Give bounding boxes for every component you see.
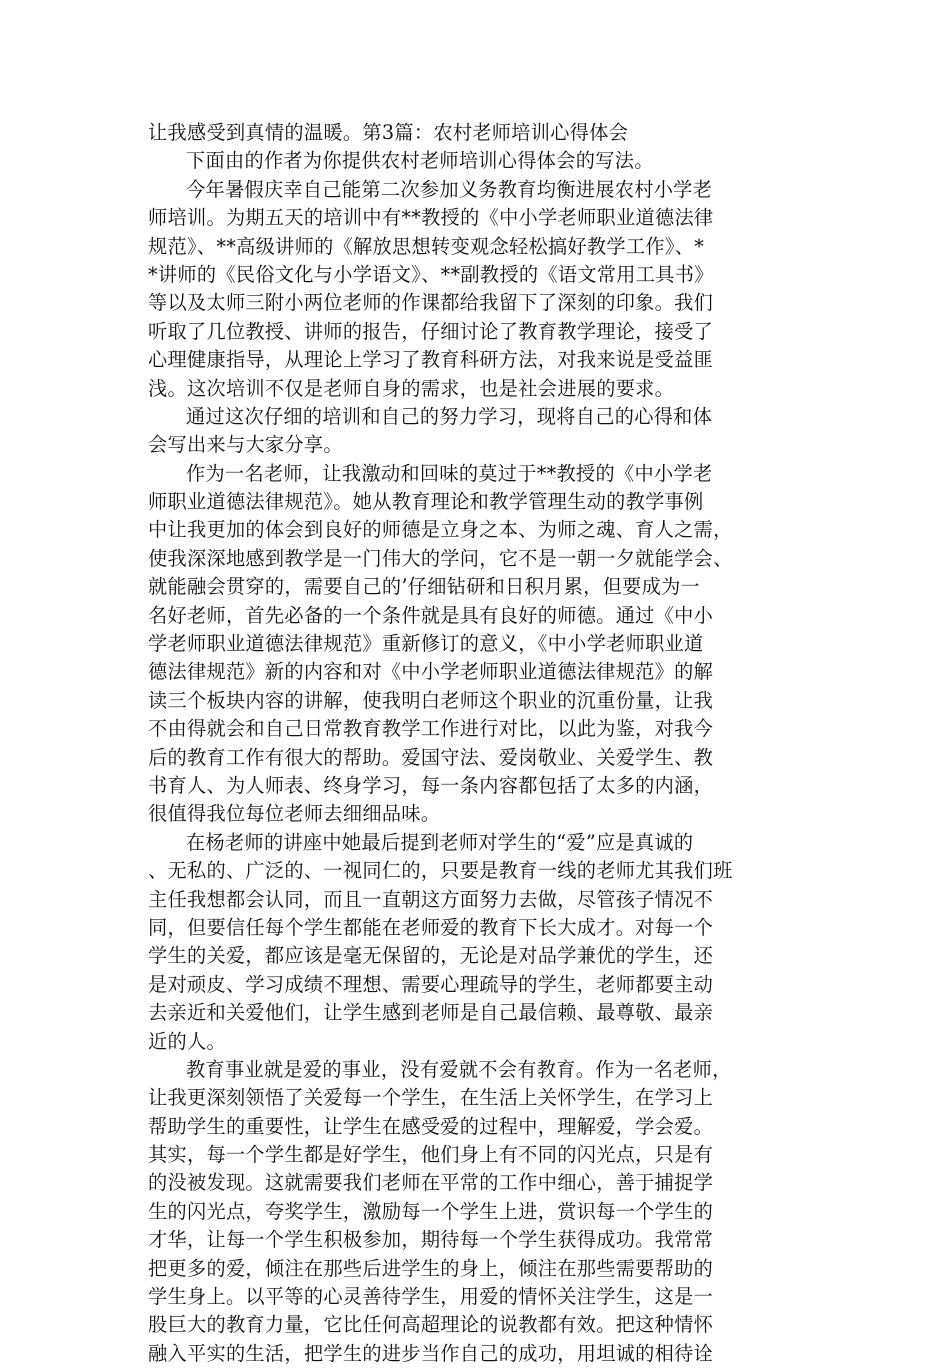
text-line: 学生的关爱，都应该是毫无保留的，无论是对品学兼优的学生，还 — [148, 944, 714, 968]
text-line: 的没被发现。这就需要我们老师在平常的工作中细心，善于捕捉学 — [148, 1171, 714, 1195]
text-line: 把更多的爱，倾注在那些后进学生的身上，倾注在那些需要帮助的 — [148, 1256, 714, 1280]
text-line: 是对顽皮、学习成绩不理想、需要心理疏导的学生，老师都要主动 — [148, 972, 714, 996]
text-line: 去亲近和关爱他们，让学生感到老师是自己最信赖、最尊敬、最亲 — [148, 1001, 714, 1025]
text-line: 师培训。为期五天的培训中有**教授的《中小学老师职业道德法律 — [148, 206, 714, 230]
text-line: 帮助学生的重要性，让学生在感受爱的过程中，理解爱，学会爱。 — [148, 1114, 714, 1138]
text-line: 股巨大的教育力量，它比任何高超理论的说教都有效。把这种情怀 — [148, 1313, 714, 1337]
text-line: 读三个板块内容的讲解，使我明白老师这个职业的沉重份量，让我 — [148, 688, 714, 712]
text-line: 通过这次仔细的培训和自己的努力学习，现将自己的心得和体 — [186, 404, 713, 428]
text-line: 学生身上。以平等的心灵善待学生，用爱的情怀关注学生，这是一 — [148, 1285, 714, 1309]
text-line: 使我深深地感到教学是一门伟大的学问，它不是一朝一夕就能学会、 — [148, 546, 733, 570]
text-line: 、无私的、广泛的、一视同仁的，只要是教育一线的老师尤其我们班 — [148, 859, 733, 883]
text-line: 书育人、为人师表、终身学习，每一条内容都包括了太多的内涵， — [148, 773, 714, 797]
text-line: 规范》、**高级讲师的《解放思想转变观念轻松搞好教学工作》、* — [148, 234, 705, 258]
text-line: 学老师职业道德法律规范》重新修订的意义，《中小学老师职业道 — [148, 632, 704, 656]
text-line: 今年暑假庆幸自己能第二次参加义务教育均衡进展农村小学老 — [186, 177, 713, 201]
text-line: 其实，每一个学生都是好学生，他们身上有不同的闪光点，只是有 — [148, 1143, 714, 1167]
text-line: 生的闪光点，夸奖学生，激励每一个学生上进，赏识每一个学生的 — [148, 1199, 714, 1223]
text-line: 后的教育工作有很大的帮助。爱国守法、爱岗敬业、关爱学生、教 — [148, 745, 714, 769]
text-line: 同，但要信任每个学生都能在老师爱的教育下长大成才。对每一个 — [148, 915, 714, 939]
text-line: 下面由的作者为你提供农村老师培训心得体会的写法。 — [186, 149, 654, 173]
text-line: 中让我更加的体会到良好的师德是立身之本、为师之魂、育人之需， — [148, 518, 733, 542]
text-line: 让我更深刻领悟了关爱每一个学生，在生活上关怀学生，在学习上 — [148, 1086, 714, 1110]
text-line: 很值得我位每位老师去细细品味。 — [148, 802, 441, 826]
text-line: 在杨老师的讲座中她最后提到老师对学生的“爱”应是真诚的 — [186, 830, 694, 854]
text-line: 让我感受到真情的温暖。第3篇：农村老师培训心得体会 — [148, 121, 629, 144]
text-line: 近的人。 — [148, 1029, 226, 1053]
text-line: 作为一名老师，让我激动和回味的莫过于**教授的《中小学老 — [186, 461, 713, 485]
text-line: 才华，让每一个学生积极参加，期待每一个学生获得成功。我常常 — [148, 1228, 714, 1252]
text-line: 融入平实的生活，把学生的进步当作自己的成功，用坦诚的相待诠 — [148, 1341, 714, 1365]
text-line: 会写出来与大家分享。 — [148, 433, 343, 457]
text-line: 就能融会贯穿的，需要自己的’仔细钻研和日积月累，但要成为一 — [148, 575, 701, 599]
text-line: 等以及太师三附小两位老师的作课都给我留下了深刻的印象。我们 — [148, 291, 714, 315]
text-line: 心理健康指导，从理论上学习了教育科研方法，对我来说是受益匪 — [148, 348, 714, 372]
text-line: 教育事业就是爱的事业，没有爱就不会有教育。作为一名老师， — [186, 1057, 732, 1081]
text-line: 师职业道德法律规范》。她从教育理论和教学管理生动的教学事例 — [148, 490, 704, 514]
text-line: *讲师的《民俗文化与小学语文》、**副教授的《语文常用工具书》 — [148, 262, 714, 286]
text-line: 不由得就会和自己日常教育教学工作进行对比，以此为鉴，对我今 — [148, 717, 714, 741]
text-line: 听取了几位教授、讲师的报告，仔细讨论了教育教学理论，接受了 — [148, 319, 714, 343]
text-line: 浅。这次培训不仅是老师自身的需求，也是社会进展的要求。 — [148, 376, 675, 400]
document-body — [148, 119, 818, 1368]
text-line: 主任我想都会认同，而且一直朝这方面努力去做，尽管孩子情况不 — [148, 887, 714, 911]
text-line: 德法律规范》新的内容和对《中小学老师职业道德法律规范》的解 — [148, 660, 714, 684]
text-line: 名好老师，首先必备的一个条件就是具有良好的师德。通过《中小 — [148, 603, 714, 627]
